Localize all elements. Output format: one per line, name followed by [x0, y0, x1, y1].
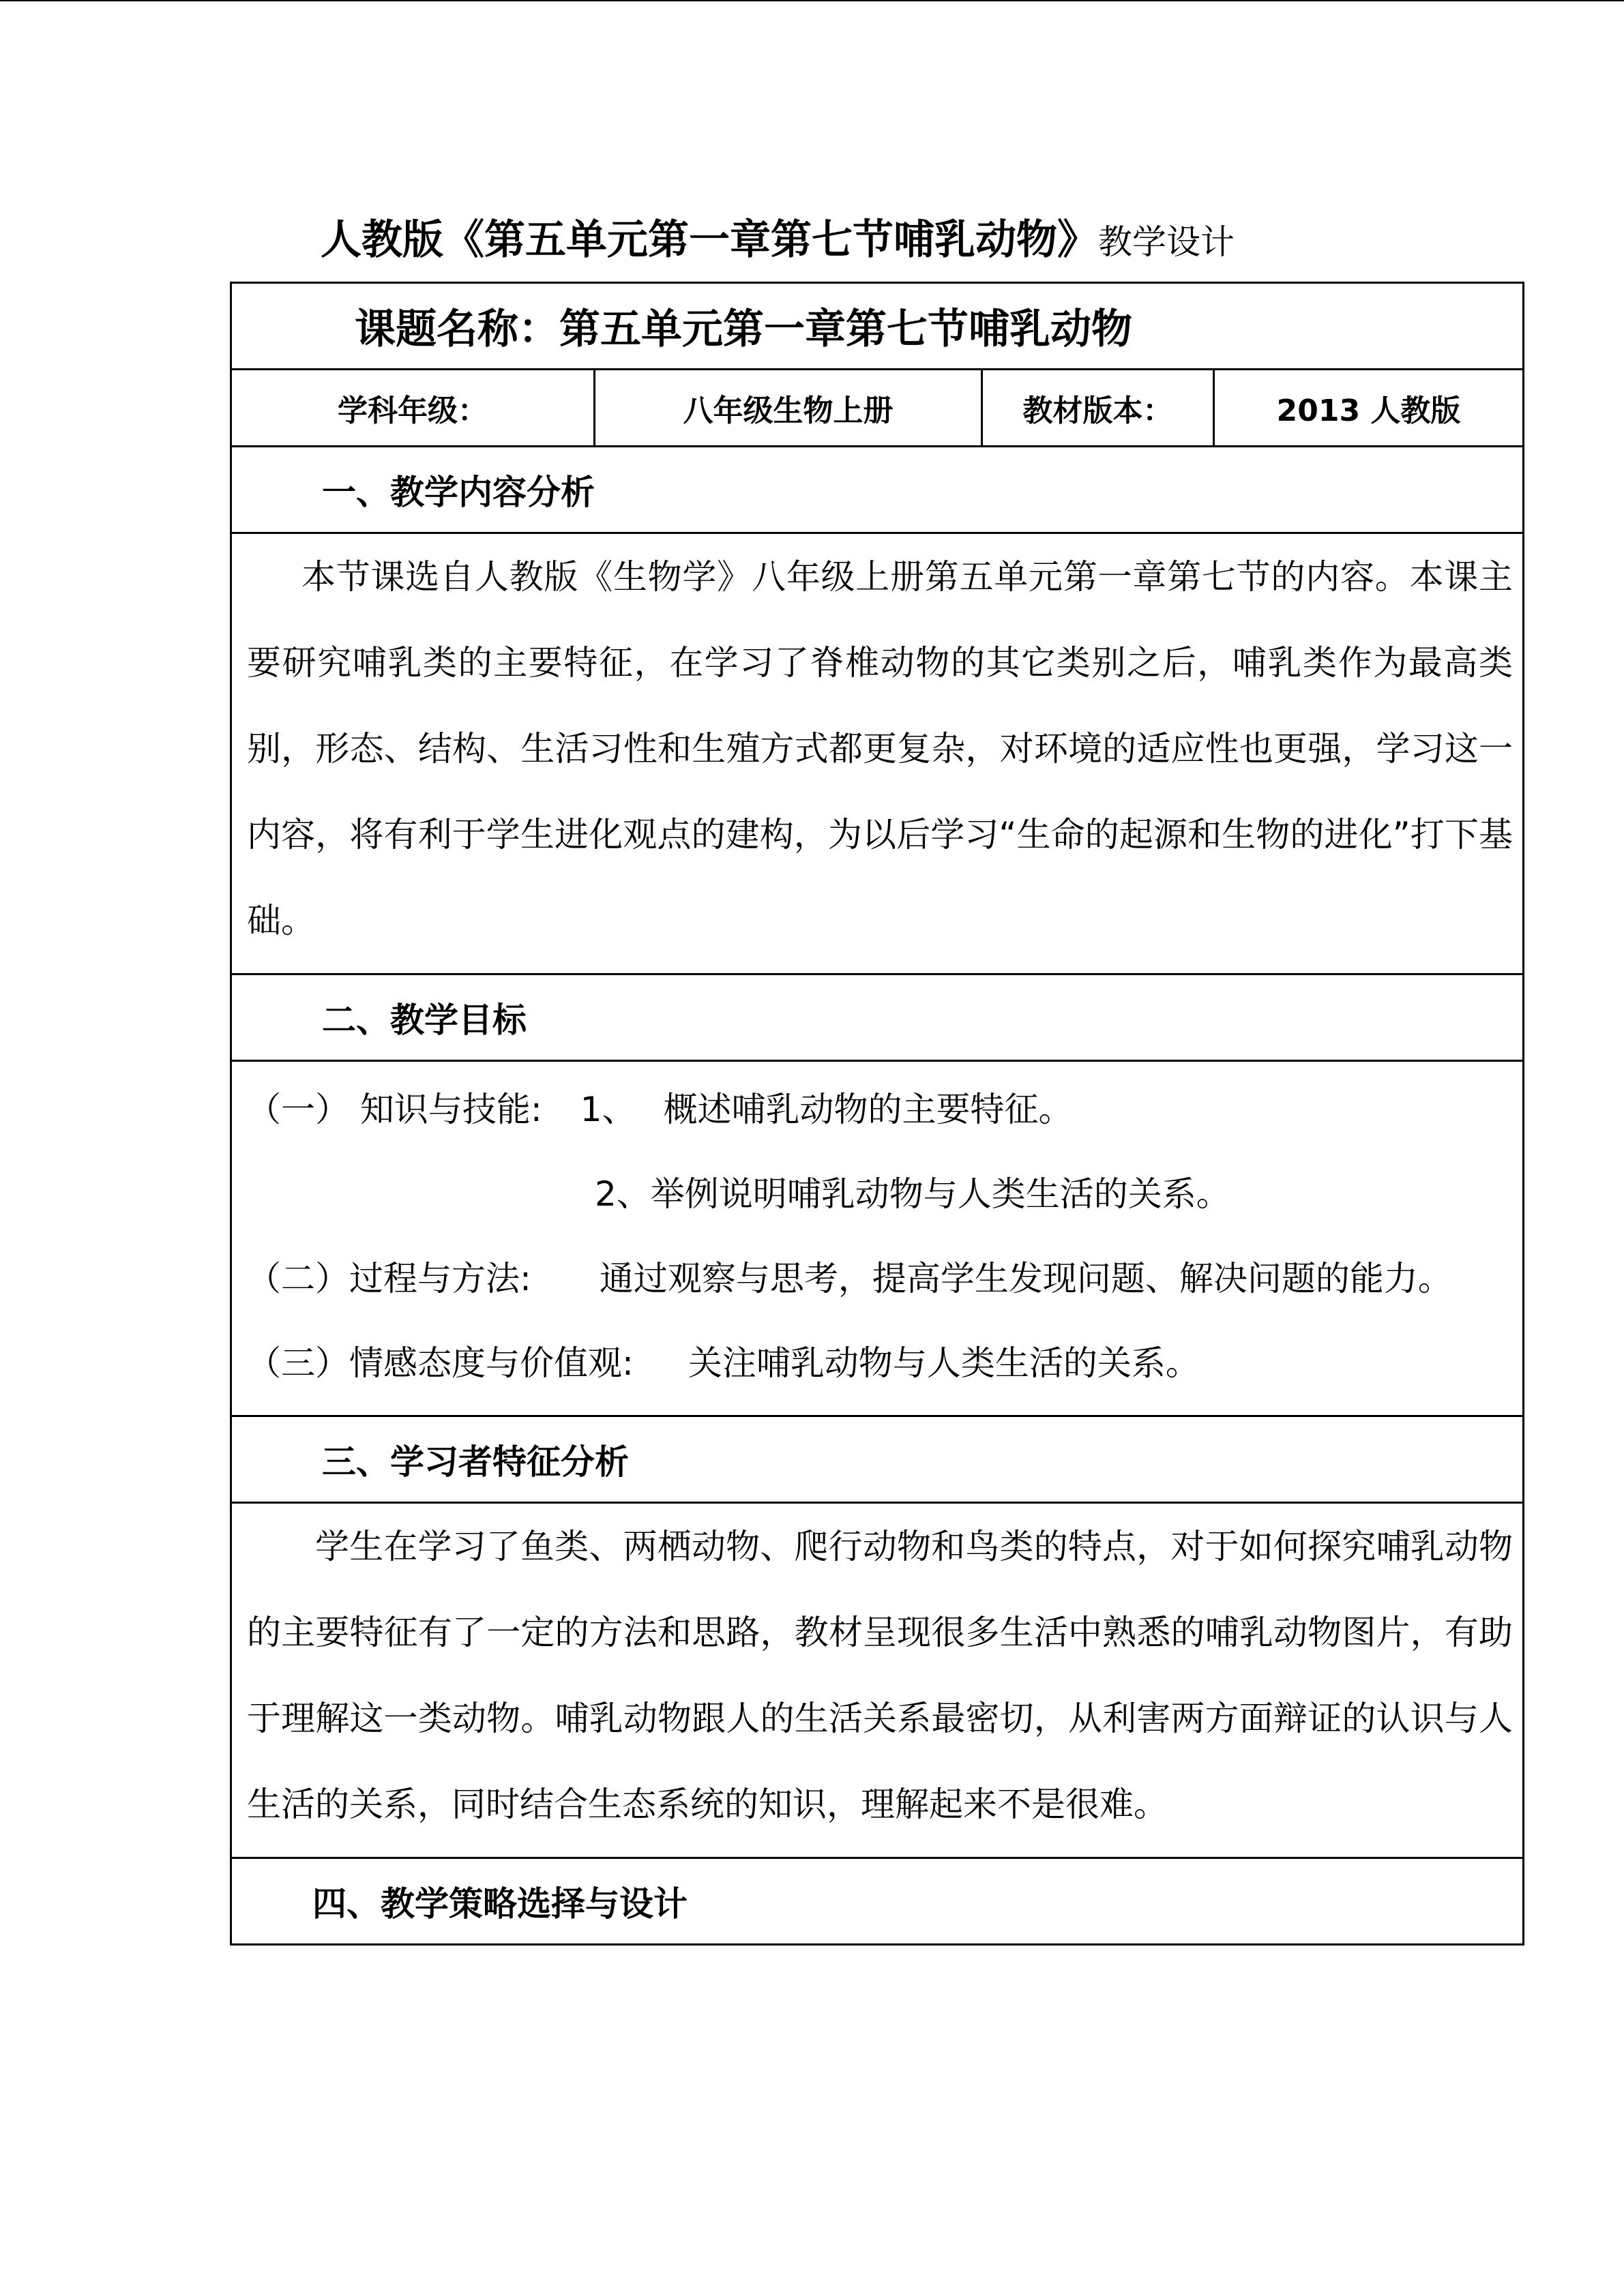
lesson-design-table: [230, 282, 1524, 1945]
edition-label: 教材版本：: [982, 370, 1214, 447]
knowledge-item2-line: [247, 1152, 1513, 1236]
meta-row: [231, 370, 1524, 447]
learner-analysis-text: 学生在学习了鱼类、两栖动物、爬行动物和鸟类的特点，对于如何探究哺乳动物的主要特征有了一定的方法和思路，教材呈现很多生活中熟悉的哺乳动物图片，有助于理解这一类动物。哺乳动物跟人的生活关系最密切，从利害两方面辩证的认识与人生活的关系，同时结合生态系统的知识，理解起来不是很难。: [247, 1527, 1513, 1824]
section-heading-row: [231, 1416, 1524, 1503]
process-methods-label: （二）过程与方法:: [247, 1259, 531, 1298]
topic-row: [231, 283, 1524, 370]
section-heading-row: [231, 447, 1524, 533]
subject-grade-value: 八年级生物上册: [595, 370, 982, 447]
knowledge-item2-text: 2、举例说明哺乳动物与人类生活的关系。: [595, 1174, 1230, 1214]
objectives-heading: 二、教学目标: [231, 974, 1524, 1061]
attitude-values-text: 关注哺乳动物与人类生活的关系。: [688, 1343, 1200, 1383]
topic-name: 课题名称：第五单元第一章第七节哺乳动物: [231, 283, 1524, 370]
objectives-cell: [231, 1061, 1524, 1416]
edition-value: 2013 人教版: [1214, 370, 1524, 447]
section-heading-row: [231, 1858, 1524, 1945]
knowledge-skills-label: （一） 知识与技能:: [247, 1090, 542, 1129]
objectives-row: [231, 1061, 1524, 1416]
strategy-heading: 四、教学策略选择与设计: [231, 1858, 1524, 1945]
content-analysis-text: 本节课选自人教版《生物学》八年级上册第五单元第一章第七节的内容。本课主要研究哺乳类的主要特征，在学习了脊椎动物的其它类别之后，哺乳类作为最高类别，形态、结构、生活习性和生殖方式都更复杂，对环境的适应性也更强，学习这一内容，将有利于学生进化观点的建构，为以后学习“生命的起源和生物的进化”打下基础。: [247, 557, 1513, 940]
learner-analysis-row: [231, 1503, 1524, 1858]
knowledge-item1-text: 概述哺乳动物的主要特征。: [663, 1090, 1073, 1129]
content-analysis-cell: [231, 533, 1524, 974]
knowledge-skills-line: [247, 1067, 1513, 1152]
attitude-values-label: （三）情感态度与价值观:: [247, 1343, 634, 1383]
learner-analysis-heading: 三、学习者特征分析: [231, 1416, 1524, 1503]
attitude-values-line: [247, 1321, 1513, 1405]
content-analysis-heading: 一、教学内容分析: [231, 447, 1524, 533]
process-methods-line: [247, 1236, 1513, 1321]
page-top-border: [0, 0, 1624, 1]
knowledge-item1-number: 1、: [580, 1090, 636, 1129]
subject-grade-label: 学科年级：: [231, 370, 595, 447]
section-heading-row: [231, 974, 1524, 1061]
process-methods-text: 通过观察与思考，提高学生发现问题、解决问题的能力。: [599, 1259, 1452, 1298]
document-title-suffix: 教学设计: [1098, 222, 1235, 262]
content-analysis-row: [231, 533, 1524, 974]
document-title: [321, 213, 1235, 267]
learner-analysis-cell: [231, 1503, 1524, 1858]
document-title-main: 人教版《第五单元第一章第七节哺乳动物》: [321, 216, 1098, 264]
